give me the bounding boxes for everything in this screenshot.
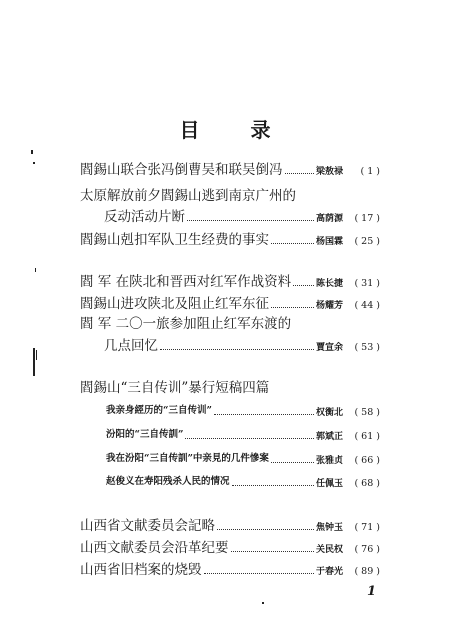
entry-page: ( 68 ) [354, 478, 380, 489]
entry-page: ( 58 ) [354, 407, 380, 418]
entry-title: 山西省文献委员会記略 [80, 518, 215, 534]
scan-speck [262, 602, 264, 604]
entry-title: 汾阳的“三自传訓” [106, 429, 184, 440]
scan-speck [35, 268, 36, 272]
toc-entry [80, 160, 380, 178]
leader-dots [271, 306, 314, 308]
entry-title: 山西文献委员会沿革纪要 [80, 540, 229, 556]
entry-title: 閻錫山进攻陕北及阻止红军东征 [80, 296, 269, 312]
entry-page: ( 17 ) [354, 213, 380, 224]
entry-author: 任佩玉 [315, 479, 343, 489]
entry-author: 于春光 [315, 567, 343, 577]
leader-dots [214, 413, 314, 415]
leader-dots [271, 461, 314, 463]
leader-dots [187, 219, 314, 221]
page-title: 目 录 [179, 118, 293, 142]
entry-title: 閻 军 在陕北和晋西对红军作战资料 [80, 274, 292, 290]
leader-dots [285, 172, 314, 174]
toc-entry [80, 272, 380, 290]
entry-author: 权衡北 [315, 408, 343, 418]
entry-page: ( 89 ) [354, 566, 380, 577]
entry-author: 焦钟玉 [315, 523, 343, 533]
entry-title: 閻錫山剋扣军队卫生经费的事实 [80, 232, 269, 248]
entry-title: 我在汾阳“三自传訓”中亲見的几件慘案 [106, 453, 269, 464]
entry-page: ( 53 ) [354, 342, 380, 353]
entry-page: ( 71 ) [354, 522, 380, 533]
entry-title: 閻錫山联合张冯倒曹吴和联吴倒冯 [80, 162, 283, 178]
scan-speck [33, 162, 35, 164]
entry-title: 山西省旧档案的烧毁 [80, 562, 202, 578]
entry-author: 陈长捷 [315, 279, 343, 289]
toc-entry [80, 516, 380, 534]
entry-page: ( 1 ) [360, 166, 380, 177]
entry-author: 杨国霖 [315, 237, 343, 247]
toc-entry [104, 336, 380, 354]
entry-title-continued: 反动活动片断 [104, 209, 185, 225]
leader-dots [185, 437, 314, 439]
entry-author: 梁敖禄 [315, 167, 343, 177]
section-heading: 閻錫山“三自传训”暴行短稿四篇 [80, 380, 270, 396]
entry-title: 我亲身經历的“三自传训” [106, 405, 212, 416]
entry-page: ( 25 ) [354, 236, 380, 247]
entry-page: ( 61 ) [354, 431, 380, 442]
toc-entry [80, 294, 380, 312]
toc-entry [80, 230, 380, 248]
entry-page: ( 66 ) [354, 455, 380, 466]
scan-speck [36, 350, 37, 360]
entry-author: 賈宣余 [315, 343, 343, 353]
leader-dots [204, 572, 314, 574]
scan-speck [33, 348, 35, 376]
scan-speck [31, 150, 33, 154]
leader-dots [231, 550, 314, 552]
entry-page: ( 31 ) [354, 278, 380, 289]
entry-title-continued: 几点回忆 [104, 338, 158, 354]
entry-author: 高荫源 [315, 214, 343, 224]
toc-entry [80, 560, 380, 578]
entry-title: 赵俊义在寿阳残杀人民的情况 [106, 476, 230, 487]
toc-entry [80, 538, 380, 556]
toc-entry [106, 401, 380, 419]
entry-author: 张雅贞 [315, 456, 343, 466]
toc-entry [104, 207, 380, 225]
entry-author: 郭斌正 [315, 432, 343, 442]
entry-title: 太原解放前夕閻錫山逃到南京广州的 [80, 188, 296, 204]
leader-dots [271, 242, 314, 244]
leader-dots [217, 528, 314, 530]
toc-entry [106, 472, 380, 490]
leader-dots [293, 284, 314, 286]
entry-page: ( 76 ) [354, 544, 380, 555]
toc-entry [106, 425, 380, 443]
entry-title: 閻 军 二〇一旅参加阻止红军东渡的 [80, 316, 292, 332]
leader-dots [232, 484, 314, 486]
entry-author: 杨耀芳 [315, 301, 343, 311]
entry-author: 关民权 [315, 545, 343, 555]
leader-dots [160, 348, 314, 350]
toc-entry [106, 449, 380, 467]
page-number: 1 [367, 584, 377, 599]
entry-page: ( 44 ) [354, 300, 380, 311]
